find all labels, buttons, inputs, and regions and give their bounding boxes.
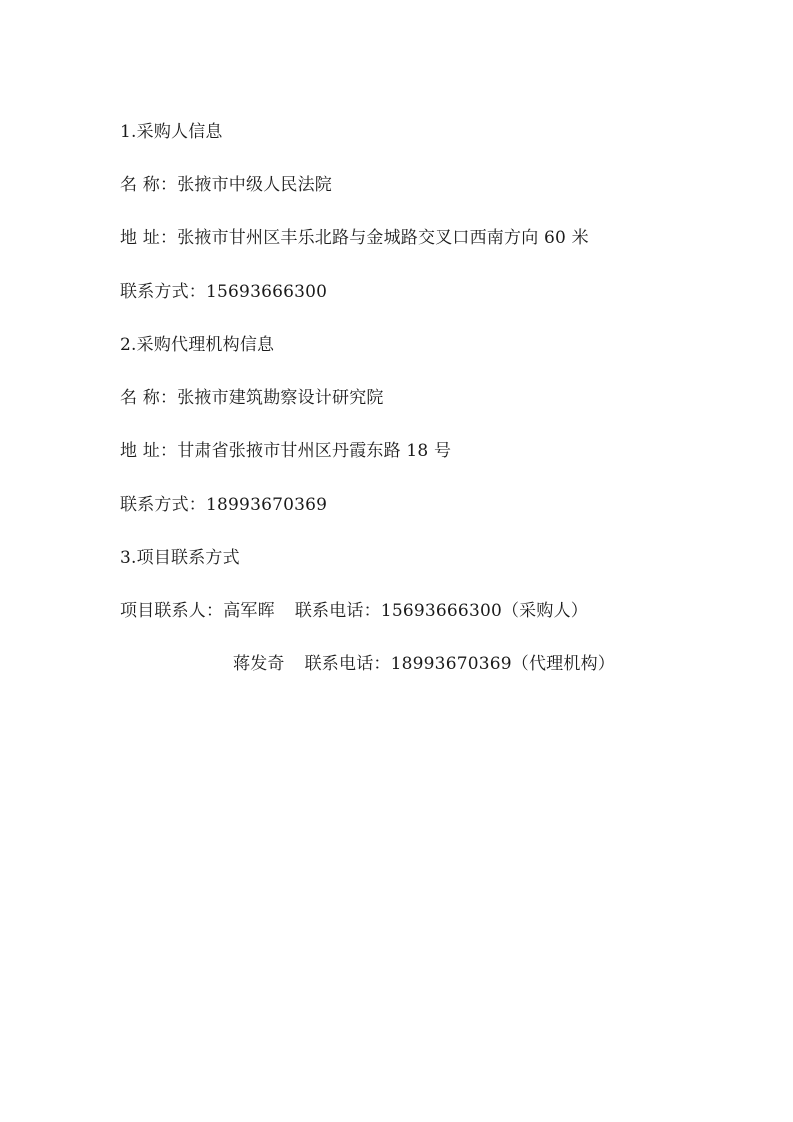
project-contact-heading: 3.项目联系方式 xyxy=(120,548,240,568)
purchaser-name: 名 称：张掖市中级人民法院 xyxy=(120,175,333,195)
project-contact-row-1 xyxy=(120,599,588,623)
agency-address: 地 址：甘肃省张掖市甘州区丹霞东路 18 号 xyxy=(120,441,452,461)
project-contact-2-phone: 联系电话：18993670369（代理机构） xyxy=(304,654,615,674)
project-contact-1-phone: 联系电话：15693666300（采购人） xyxy=(294,601,588,621)
project-contact-row-2 xyxy=(233,652,615,676)
purchaser-info-heading: 1.采购人信息 xyxy=(120,122,223,142)
agency-contact: 联系方式：18993670369 xyxy=(120,495,328,515)
purchaser-address: 地 址：张掖市甘州区丰乐北路与金城路交叉口西南方向 60 米 xyxy=(120,228,589,248)
project-contact-1-label: 项目联系人：高军晖 xyxy=(120,601,275,621)
purchaser-contact: 联系方式：15693666300 xyxy=(120,282,328,302)
agency-name: 名 称：张掖市建筑勘察设计研究院 xyxy=(120,388,384,408)
project-contact-2-name: 蒋发奇 xyxy=(233,654,285,674)
agency-info-heading: 2.采购代理机构信息 xyxy=(120,335,275,355)
